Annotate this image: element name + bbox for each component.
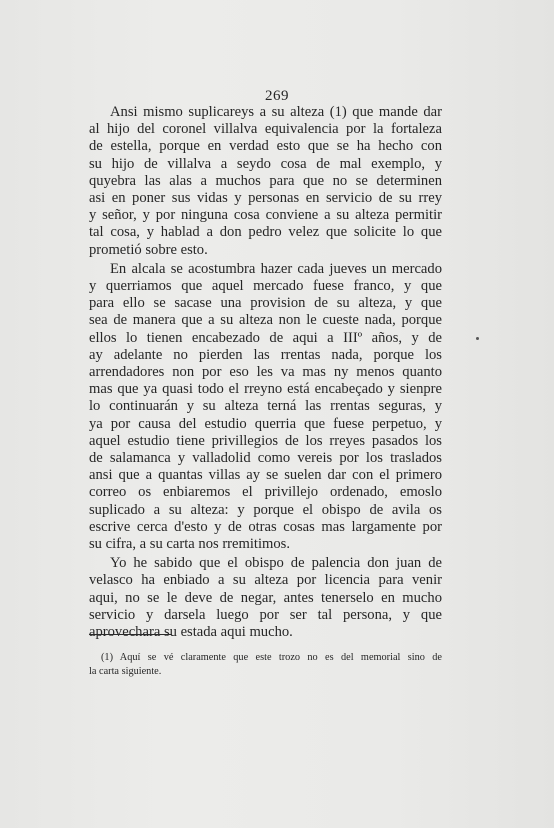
text-line: escrive cerca d'esto y de otras cosas mas largamente por [89, 518, 442, 535]
text-line: su hijo de villalva a seydo cosa de mal exemplo, y [89, 155, 442, 172]
footnote-line: la carta siguiente. [89, 666, 162, 677]
text-line: Yo he sabido que el obispo de palencia don juan de [110, 555, 442, 572]
text-line: aqui, no se le deve de negar, antes tenerselo en mucho [89, 589, 442, 606]
text-line: suplicado a su alteza: y porque el obispo de avila os [89, 501, 442, 518]
text-line: prometió sobre esto. [89, 241, 208, 258]
page-speck [476, 337, 479, 340]
text-line: aprovechara su estada aqui mucho. [89, 624, 293, 641]
text-line: mas que ya quasi todo el rreyno está encabeçado y sienpre [89, 381, 442, 398]
footnote [89, 651, 442, 679]
text-line: arrendadores non por eso les va mas ny menos quanto [89, 364, 442, 381]
text-line: ya por causa del estudio querria que fuese perpetuo, y [89, 415, 442, 432]
text-line: y querriamos que aquel mercado fuese franco, y que [89, 278, 442, 295]
text-line: al hijo del coronel villalva equivalencia por la fortaleza [89, 121, 442, 138]
text-line: asi en poner sus vidas y personas en servicio de su rrey [89, 190, 442, 207]
text-line: servicio y darsela luego por ser tal persona, y que [89, 606, 442, 623]
text-line: para ello se sacase una provision de su alteza, y que [89, 295, 442, 312]
text-line: y señor, y por ninguna cosa conviene a su alteza permitir [89, 207, 442, 224]
text-line: su cifra, a su carta nos rremitimos. [89, 536, 291, 553]
paragraph-2 [89, 261, 442, 553]
text-line: de salamanca y valladolid como vereis por los traslados [89, 450, 442, 467]
text-line: sea de manera que a su alteza non le cueste nada, porque [89, 312, 442, 329]
text-line: velasco ha enbiado a su alteza por licencia para venir [89, 572, 442, 589]
text-line: lo continuarán y su alteza terná las rrentas seguras, y [89, 398, 442, 415]
text-line: quyebra las alas a muchos para que no se determinen [89, 172, 442, 189]
body-text [89, 104, 442, 643]
text-line: aquel estudio tiene privillegios de los rreyes pasados los [89, 432, 442, 449]
paragraph-3 [89, 555, 442, 641]
text-line: tal cosa, y hablad a don pedro velez que solicite lo que [89, 224, 442, 241]
page-number: 269 [265, 88, 289, 104]
paragraph-1 [89, 104, 442, 259]
text-line: correo os enbiaremos el privillejo ordenado, emoslo [89, 484, 442, 501]
text-line: de estella, porque en verdad esto que se ha hecho con [89, 138, 442, 155]
footnote-divider [89, 634, 171, 635]
footnote-line: (1) Aquí se vé claramente que este trozo no es del memorial sino de [101, 652, 442, 663]
text-line: ellos lo tienen encabezado de aqui a IIIº años, y de [89, 329, 442, 346]
text-line: En alcala se acostumbra hazer cada jueves un mercado [110, 260, 442, 277]
text-line: ansi que a quantas villas ay se suelen dar con el primero [89, 467, 442, 484]
text-line: Ansi mismo suplicareys a su alteza (1) que mande dar [110, 104, 442, 120]
text-line: ay adelante no pierden las rrentas nada, porque los [89, 346, 442, 363]
